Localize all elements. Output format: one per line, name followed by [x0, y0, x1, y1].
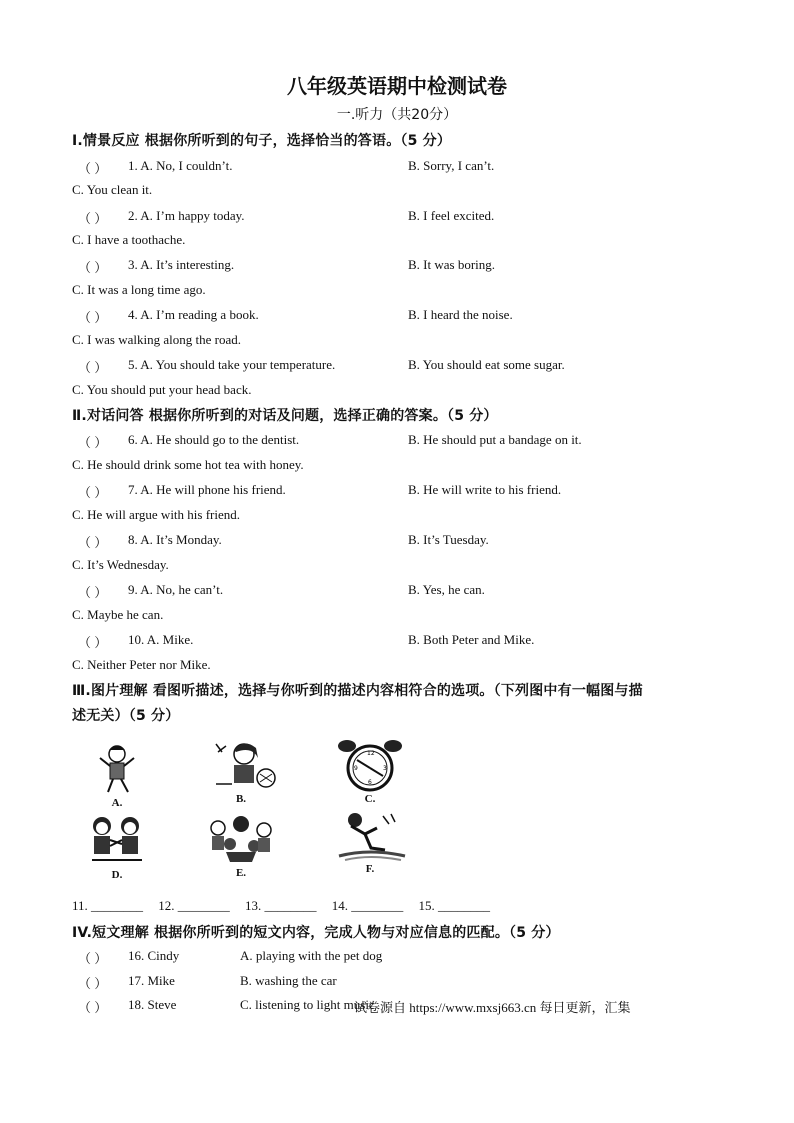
section-4-heading: IV.短文理解 根据你所听到的短文内容，完成人物与对应信息的匹配。（5 分） — [72, 925, 560, 941]
picture-caption: D. — [111, 869, 123, 881]
option-c: C. Maybe he can. — [72, 607, 164, 622]
match-option: A. playing with the pet dog — [240, 948, 383, 963]
match-row — [72, 948, 732, 968]
alarm-clock-icon — [325, 738, 415, 792]
answer-blank[interactable]: （ ） — [78, 435, 108, 450]
question-row — [72, 532, 732, 552]
girl-headache-icon — [196, 738, 286, 792]
person-name: 17. Mike — [128, 973, 175, 988]
option-c: C. It was a long time ago. — [72, 282, 206, 297]
section-3-heading-cont: 述无关）（5 分） — [72, 708, 180, 724]
option-a: 10. A. Mike. — [128, 632, 194, 647]
option-c: C. You should put your head back. — [72, 382, 252, 397]
question-row — [72, 208, 732, 228]
source-watermark-text: 试卷源自 https://www.mxsj663.cn 每日更新，汇集 — [354, 1000, 631, 1015]
question-row — [72, 482, 732, 502]
answer-blank[interactable]: 14. ________ — [331, 898, 404, 913]
option-a: 2. A. I’m happy today. — [128, 208, 245, 223]
picture-f — [325, 808, 415, 878]
question-row — [72, 357, 732, 377]
answer-blank[interactable]: （ ） — [78, 485, 108, 500]
svg-text:12: 12 — [367, 750, 375, 757]
option-a: 3. A. It’s interesting. — [128, 257, 235, 272]
option-c: C. Neither Peter nor Mike. — [72, 657, 211, 672]
option-a: 6. A. He should go to the dentist. — [128, 432, 300, 447]
section-3-heading: Ⅲ.图片理解 看图听描述，选择与你听到的描述内容相符合的选项。（下列图中有一幅图与描 — [72, 683, 643, 699]
family-group-icon — [196, 812, 286, 866]
answer-blank[interactable]: （ ） — [78, 260, 108, 275]
answer-blank[interactable]: 11. ________ — [72, 898, 144, 913]
answer-blank[interactable]: （ ） — [78, 535, 108, 550]
answer-blank[interactable]: 13. ________ — [245, 898, 317, 913]
match-row — [72, 997, 732, 1017]
option-a: 7. A. He will phone his friend. — [128, 482, 286, 497]
match-option: B. washing the car — [240, 973, 337, 988]
answer-blank[interactable]: （ ） — [78, 211, 108, 226]
option-a: 4. A. I’m reading a book. — [128, 307, 259, 322]
kids-fighting-icon — [72, 814, 162, 868]
page-title: 八年级英语期中检测试卷 — [287, 74, 507, 98]
boy-stomachache-icon — [72, 742, 162, 796]
picture-d — [72, 814, 162, 884]
section-1-heading: I.情景反应 根据你所听到的句子，选择恰当的答语。（5 分） — [72, 133, 452, 149]
option-b: B. I feel excited. — [408, 208, 495, 223]
option-a: 5. A. You should take your temperature. — [128, 357, 336, 372]
picture-caption: B. — [235, 793, 247, 805]
answer-blank[interactable]: （ ） — [78, 360, 108, 375]
answer-blank[interactable]: （ ） — [78, 951, 108, 966]
question-row — [72, 632, 732, 652]
answer-blank[interactable]: （ ） — [78, 310, 108, 325]
question-row — [72, 582, 732, 602]
svg-text:9: 9 — [354, 765, 358, 772]
option-c: C. I have a toothache. — [72, 232, 186, 247]
picture-caption: F. — [365, 863, 375, 875]
person-name: 16. Cindy — [128, 948, 180, 963]
picture-b — [196, 738, 286, 808]
option-a: 1. A. No, I couldn’t. — [128, 158, 233, 173]
person-falling-icon — [325, 808, 415, 862]
option-c: C. You clean it. — [72, 182, 153, 197]
section-2-heading: Ⅱ.对话问答 根据你所听到的对话及问题，选择正确的答案。（5 分） — [72, 408, 498, 424]
picture-answer-blanks — [72, 898, 502, 914]
option-c: C. He should drink some hot tea with honey. — [72, 457, 304, 472]
answer-blank[interactable]: （ ） — [78, 161, 108, 176]
answer-blank[interactable]: 12. ________ — [158, 898, 230, 913]
picture-caption: A. — [111, 797, 123, 809]
answer-blank[interactable]: （ ） — [78, 976, 108, 991]
picture-c — [325, 738, 415, 808]
question-row — [72, 257, 732, 277]
answer-blank[interactable]: （ ） — [78, 635, 108, 650]
option-b: B. It was boring. — [408, 257, 496, 272]
picture-a — [72, 742, 162, 812]
picture-e — [196, 812, 286, 882]
option-b: B. He will write to his friend. — [408, 482, 562, 497]
option-a: 9. A. No, he can’t. — [128, 582, 224, 597]
picture-caption: C. — [364, 793, 376, 805]
option-b: B. Yes, he can. — [408, 582, 485, 597]
svg-text:3: 3 — [383, 765, 387, 772]
answer-blank[interactable]: （ ） — [78, 1000, 108, 1015]
question-row — [72, 307, 732, 327]
question-row — [72, 432, 732, 452]
answer-blank[interactable]: （ ） — [78, 585, 108, 600]
listening-subtitle: 一.听力（共20分） — [336, 107, 458, 123]
option-c: C. I was walking along the road. — [72, 332, 241, 347]
option-b: B. Both Peter and Mike. — [408, 632, 535, 647]
picture-caption: E. — [235, 867, 247, 879]
person-name: 18. Steve — [128, 997, 177, 1012]
option-a: 8. A. It’s Monday. — [128, 532, 222, 547]
match-row — [72, 973, 732, 993]
answer-blank[interactable]: 15. ________ — [418, 898, 491, 913]
option-b: B. I heard the noise. — [408, 307, 513, 322]
question-row — [72, 158, 732, 178]
option-c: C. It’s Wednesday. — [72, 557, 169, 572]
option-b: B. He should put a bandage on it. — [408, 432, 582, 447]
option-b: B. Sorry, I can’t. — [408, 158, 495, 173]
option-b: B. You should eat some sugar. — [408, 357, 565, 372]
option-b: B. It’s Tuesday. — [408, 532, 489, 547]
match-option: C. listening to light music — [240, 997, 375, 1012]
option-c: C. He will argue with his friend. — [72, 507, 241, 522]
svg-text:6: 6 — [368, 779, 372, 786]
